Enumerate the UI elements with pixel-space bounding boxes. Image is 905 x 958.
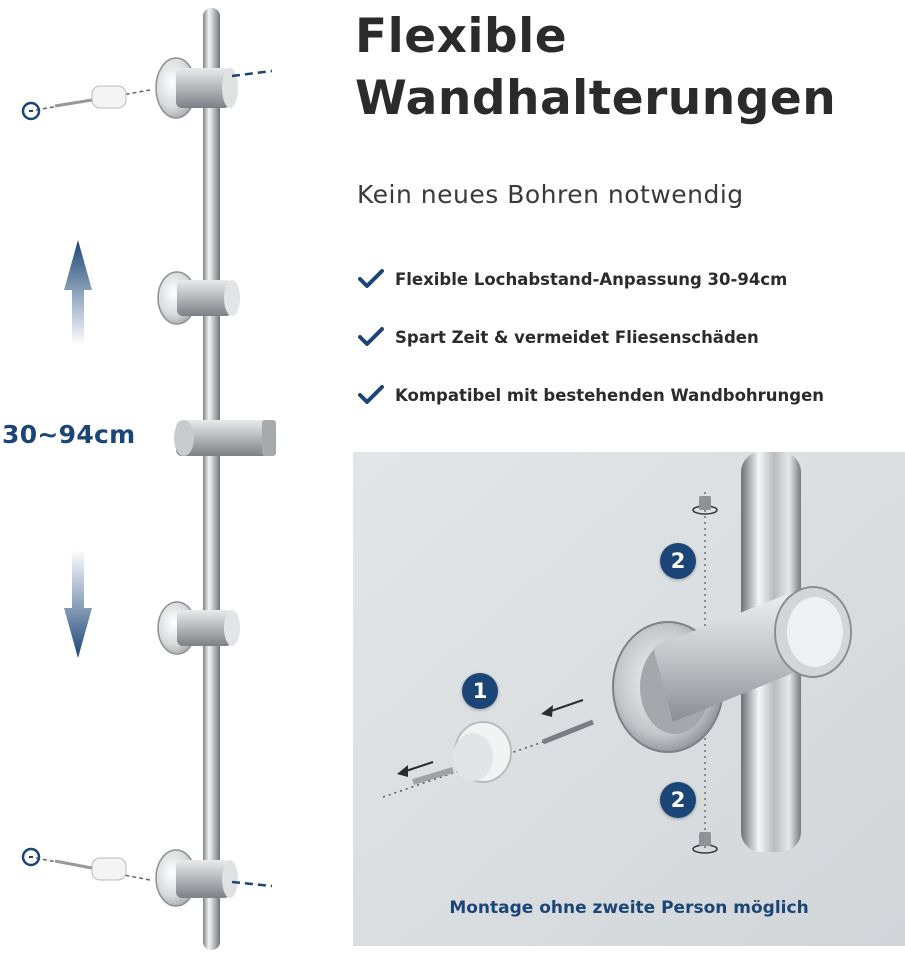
feature-item: [357, 366, 824, 424]
check-icon: [357, 268, 385, 290]
feature-text: Spart Zeit & vermeidet Fliesenschäden: [395, 327, 759, 347]
page-title: [355, 6, 836, 130]
bottom-screw-dowel-icon: [23, 849, 150, 880]
feature-item: [357, 250, 824, 308]
feature-list: [357, 250, 824, 424]
installation-photo: [353, 452, 905, 946]
upper-wall-bracket: [158, 272, 240, 324]
title-line-2: Wandhalterungen: [355, 71, 837, 126]
subtitle: Kein neues Bohren notwendig: [357, 180, 744, 209]
shower-head-slider: [174, 420, 276, 456]
feature-text: Kompatibel mit bestehenden Wandbohrungen: [395, 385, 825, 405]
top-screw-dowel-icon: [23, 86, 150, 119]
title-line-1: Flexible: [355, 9, 568, 64]
shower-rod: [203, 8, 220, 950]
lower-wall-bracket: [158, 602, 240, 654]
check-icon: [357, 384, 385, 406]
check-icon: [357, 326, 385, 348]
shower-rail-illustration: [0, 0, 340, 958]
distance-label: 30~94cm: [2, 420, 136, 449]
feature-text: Flexible Lochabstand-Anpassung 30-94cm: [395, 269, 788, 289]
installation-photo-art: [353, 452, 905, 946]
arrow-down-icon: [64, 550, 92, 658]
step-badge-2-top: 2: [660, 543, 696, 579]
step-badge-2-bottom: 2: [660, 782, 696, 818]
step-badge-1: 1: [462, 673, 498, 709]
feature-item: [357, 308, 824, 366]
arrow-up-icon: [64, 240, 92, 345]
photo-caption: Montage ohne zweite Person möglich: [449, 898, 809, 918]
